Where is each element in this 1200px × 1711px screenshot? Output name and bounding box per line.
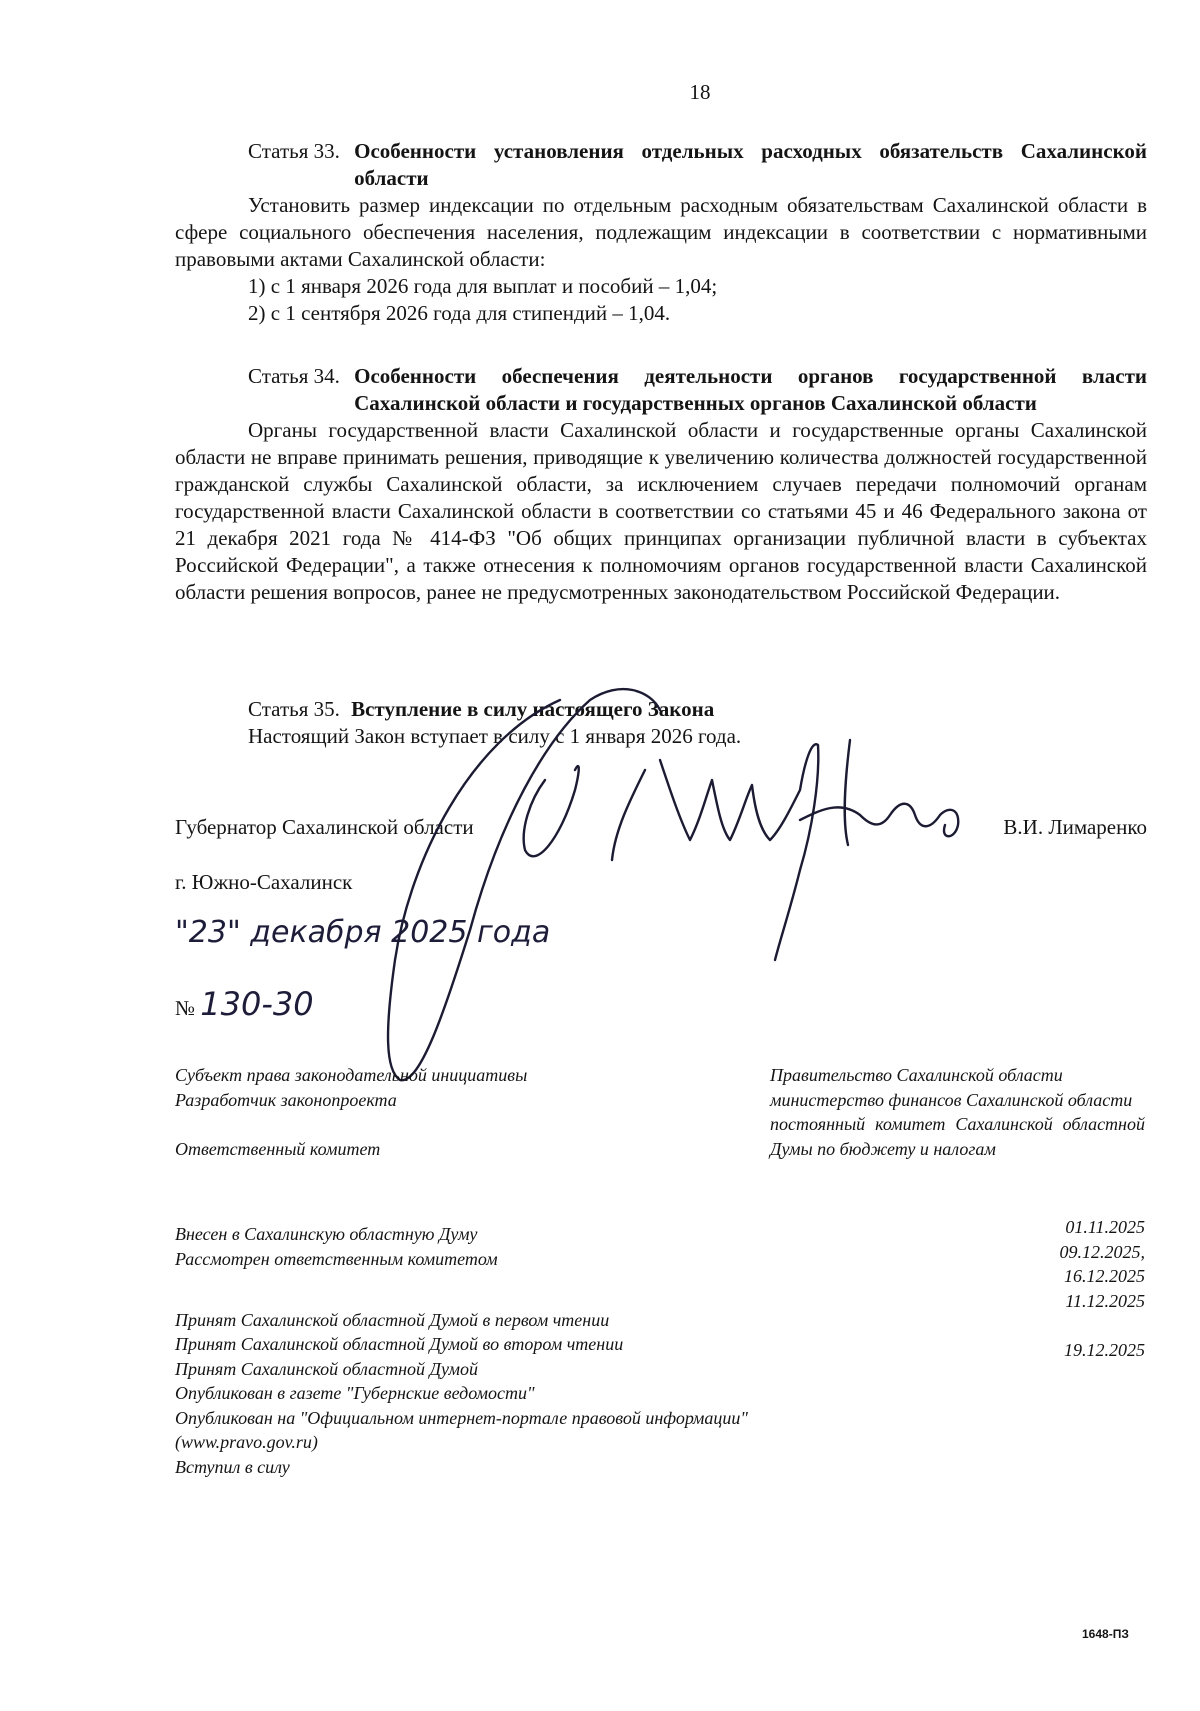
article-35-title: Вступление в силу настоящего Закона: [351, 697, 715, 721]
number-prefix: №: [175, 996, 196, 1020]
number-line: [175, 985, 314, 1023]
page-number: 18: [689, 80, 711, 104]
subject-value: Правительство Сахалинской области: [770, 1065, 1063, 1085]
handwritten-number: 130-30: [200, 985, 314, 1023]
published-portal-label: Опубликован на "Официальном интернет-портале правовой информации" (www.pravo.gov.ru): [175, 1407, 748, 1452]
article-33: [175, 138, 1147, 327]
committee-label: Ответственный комитет: [175, 1138, 381, 1159]
article-33-item-1: 1) с 1 января 2026 года для выплат и пособий – 1,04;: [248, 274, 718, 298]
meta-labels: [175, 1063, 775, 1479]
article-34-heading: [175, 363, 1147, 417]
article-35: [175, 696, 1147, 750]
meta-dates: [900, 1215, 1145, 1362]
article-35-heading: [175, 696, 1147, 723]
developer-label: Разработчик законопроекта: [175, 1089, 397, 1110]
adopted-date: 19.12.2025: [1064, 1339, 1145, 1360]
article-33-label: Статья 33.: [248, 139, 340, 163]
article-33-body: Установить размер индексации по отдельным расходным обязательствам Сахалинской области в сфере социального обеспечения населения, подлежащим индексации в соответствии с нормативными правовыми актами Сахалинской области:: [175, 193, 1147, 271]
city-label: г. Южно-Сахалинск: [175, 870, 353, 894]
article-33-heading: [175, 138, 1147, 192]
adopted-label: Принят Сахалинской областной Думой: [175, 1358, 479, 1379]
article-34-label: Статья 34.: [248, 364, 340, 388]
in-force-label: Вступил в силу: [175, 1456, 290, 1477]
introduced-date: 01.11.2025: [1065, 1217, 1145, 1237]
article-34-body: Органы государственной власти Сахалинской области и государственные органы Сахалинской области не вправе принимать решения, приводящие к увеличению количества должностей государственной гражданской службы Сахалинской области, за исключением случаев передачи полномочий органам государственной власти Сахалинской области в соответствии со статьями 45 и 46 Федерального закона от 21 декабря 2021 года № 414-ФЗ "Об общих принципах организации публичной власти в субъектах Российской Федерации", а также отнесения к полномочиям органов государственной власти Сахалинской области решения вопросов, ранее не предусмотренных законодательством Российской Федерации.: [175, 418, 1147, 604]
subject-label: Субъект права законодательной инициативы: [175, 1065, 528, 1085]
article-33-item-2: 2) с 1 сентября 2026 года для стипендий – 1,04.: [248, 301, 671, 325]
first-reading-label: Принят Сахалинской областной Думой в первом чтении: [175, 1309, 610, 1330]
published-newspaper-label: Опубликован в газете "Губернские ведомости": [175, 1383, 535, 1403]
handwritten-date: "23" декабря 2025 года: [175, 915, 551, 950]
meta-values: [770, 1063, 1145, 1161]
article-33-title: Особенности установления отдельных расходных обязательств Сахалинской области: [354, 139, 1147, 190]
reviewed-date-1: 09.12.2025,: [1059, 1241, 1145, 1262]
reviewed-date-2: 16.12.2025: [1064, 1266, 1145, 1286]
governor-name: В.И. Лимаренко: [1003, 815, 1147, 839]
reviewed-label: Рассмотрен ответственным комитетом: [175, 1248, 498, 1269]
article-35-label: Статья 35.: [248, 697, 340, 721]
second-reading-label: Принят Сахалинской областной Думой во втором чтении: [175, 1334, 624, 1354]
developer-value: министерство финансов Сахалинской области: [770, 1089, 1133, 1110]
article-35-body: Настоящий Закон вступает в силу с 1 января 2026 года.: [248, 724, 742, 748]
introduced-label: Внесен в Сахалинскую областную Думу: [175, 1224, 478, 1244]
article-34-title: Особенности обеспечения деятельности органов государственной власти Сахалинской области и государственных органов Сахалинской области: [354, 364, 1147, 415]
article-34: [175, 363, 1147, 606]
first-reading-date: 11.12.2025: [1065, 1290, 1145, 1311]
governor-label: Губернатор Сахалинской области: [175, 815, 474, 839]
committee-value: постоянный комитет Сахалинской областной Думы по бюджету и налогам: [770, 1114, 1145, 1159]
document-code: 1648-ПЗ: [1082, 1627, 1129, 1641]
